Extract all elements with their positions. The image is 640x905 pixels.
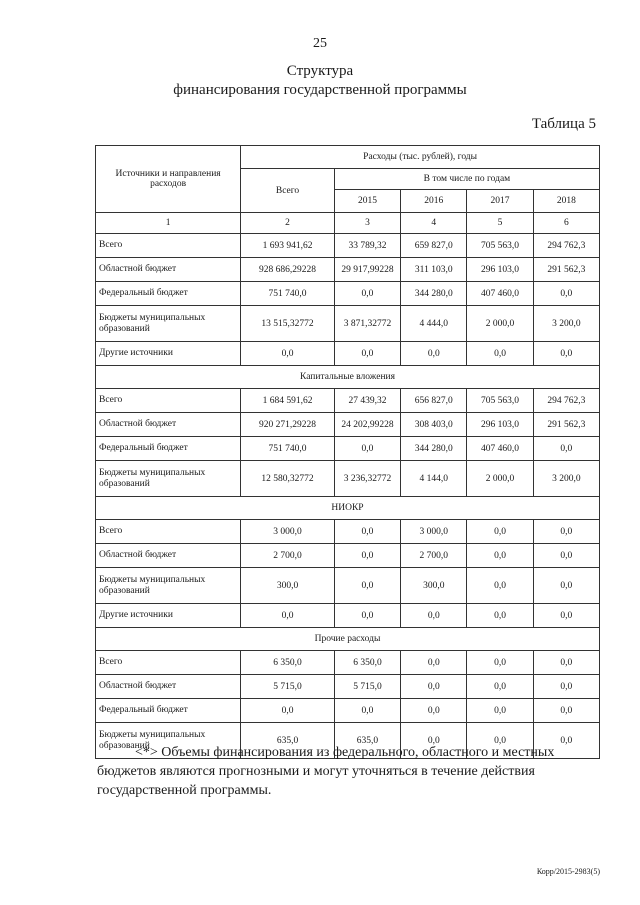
table-cell: 27 439,32	[334, 389, 400, 413]
table-cell: 0,0	[401, 723, 467, 759]
row-label: Другие источники	[96, 604, 241, 628]
section-header-row	[96, 628, 600, 651]
table-cell: 6 350,0	[241, 651, 335, 675]
table-cell: 2 000,0	[467, 461, 533, 497]
title-line-1: Структура	[286, 63, 354, 79]
table-cell: 0,0	[533, 675, 599, 699]
table-cell: 291 562,3	[533, 258, 599, 282]
page-number: 25	[313, 36, 327, 51]
table-cell: 308 403,0	[401, 413, 467, 437]
table-cell: 0,0	[533, 520, 599, 544]
table-cell: 3 000,0	[401, 520, 467, 544]
table-cell: 0,0	[533, 699, 599, 723]
table-cell: 0,0	[401, 699, 467, 723]
table-cell: 296 103,0	[467, 258, 533, 282]
table-row	[96, 461, 600, 497]
table-cell: 0,0	[533, 282, 599, 306]
footnote-line: бюджетов являются прогнозными и могут уточняться в течение действия	[97, 764, 535, 779]
table-cell: 0,0	[533, 723, 599, 759]
table-cell: 344 280,0	[401, 437, 467, 461]
document-title	[0, 62, 640, 100]
row-label: Областной бюджет	[96, 258, 241, 282]
table-cell: 0,0	[533, 544, 599, 568]
table-cell: 635,0	[334, 723, 400, 759]
table-cell: 0,0	[467, 604, 533, 628]
table-row	[96, 234, 600, 258]
table-cell: 291 562,3	[533, 413, 599, 437]
row-label: Бюджеты муниципальных образований	[96, 306, 241, 342]
table-cell: 0,0	[334, 437, 400, 461]
row-label: Всего	[96, 389, 241, 413]
table-row	[96, 568, 600, 604]
row-label: Федеральный бюджет	[96, 437, 241, 461]
table-row	[96, 413, 600, 437]
row-label: Федеральный бюджет	[96, 282, 241, 306]
table-cell: 0,0	[401, 675, 467, 699]
table-cell: 705 563,0	[467, 389, 533, 413]
table-cell: 0,0	[334, 342, 400, 366]
table-cell: 3 236,32772	[334, 461, 400, 497]
table-cell: 0,0	[241, 342, 335, 366]
row-label: Федеральный бюджет	[96, 699, 241, 723]
table-cell: 6 350,0	[334, 651, 400, 675]
table-cell: 5 715,0	[241, 675, 335, 699]
table-cell: 2 700,0	[401, 544, 467, 568]
table-row	[96, 282, 600, 306]
table-cell: 407 460,0	[467, 437, 533, 461]
row-label: Всего	[96, 651, 241, 675]
table-cell: 0,0	[401, 604, 467, 628]
column-number: 1	[96, 213, 241, 234]
table-cell: 296 103,0	[467, 413, 533, 437]
table-row	[96, 306, 600, 342]
table-body	[96, 213, 600, 759]
table-cell: 928 686,29228	[241, 258, 335, 282]
table-cell: 407 460,0	[467, 282, 533, 306]
table-cell: 3 200,0	[533, 306, 599, 342]
table-cell: 0,0	[533, 342, 599, 366]
table-cell: 751 740,0	[241, 437, 335, 461]
column-number: 5	[467, 213, 533, 234]
table-cell: 300,0	[401, 568, 467, 604]
header-year: 2017	[467, 190, 533, 213]
row-label: Областной бюджет	[96, 675, 241, 699]
table-cell: 705 563,0	[467, 234, 533, 258]
table-cell: 0,0	[401, 342, 467, 366]
table-cell: 3 000,0	[241, 520, 335, 544]
row-label: Бюджеты муниципальных образований	[96, 461, 241, 497]
table-row	[96, 604, 600, 628]
table-cell: 0,0	[334, 604, 400, 628]
table-cell: 0,0	[467, 544, 533, 568]
document-code: Корр/2015-2983(5)	[536, 867, 600, 876]
footnote	[97, 743, 602, 800]
table-cell: 294 762,3	[533, 389, 599, 413]
table-cell: 294 762,3	[533, 234, 599, 258]
table-cell: 4 444,0	[401, 306, 467, 342]
title-line-2: финансирования государственной программы	[173, 82, 467, 98]
table-cell: 0,0	[241, 604, 335, 628]
table-cell: 0,0	[241, 699, 335, 723]
row-label: Всего	[96, 234, 241, 258]
table-cell: 29 917,99228	[334, 258, 400, 282]
table-cell: 0,0	[467, 699, 533, 723]
header-including-by-years: В том числе по годам	[334, 169, 599, 190]
table-cell: 0,0	[401, 651, 467, 675]
table-cell: 5 715,0	[334, 675, 400, 699]
table-cell: 0,0	[467, 675, 533, 699]
table-cell: 0,0	[334, 699, 400, 723]
row-label: Всего	[96, 520, 241, 544]
row-label: Областной бюджет	[96, 413, 241, 437]
table-cell: 0,0	[467, 651, 533, 675]
table-cell: 0,0	[467, 520, 533, 544]
table-cell: 0,0	[533, 651, 599, 675]
section-header-row	[96, 366, 600, 389]
section-header-row	[96, 497, 600, 520]
column-number: 3	[334, 213, 400, 234]
table-row	[96, 699, 600, 723]
header-year: 2016	[401, 190, 467, 213]
table-cell: 311 103,0	[401, 258, 467, 282]
section-title: Капитальные вложения	[96, 366, 600, 389]
table-cell: 0,0	[533, 568, 599, 604]
table-cell: 24 202,99228	[334, 413, 400, 437]
table-cell: 33 789,32	[334, 234, 400, 258]
table-cell: 0,0	[334, 544, 400, 568]
table-cell: 0,0	[334, 282, 400, 306]
header-total: Всего	[241, 169, 335, 213]
table-cell: 0,0	[334, 568, 400, 604]
section-title: Прочие расходы	[96, 628, 600, 651]
table-cell: 0,0	[533, 437, 599, 461]
table-row	[96, 437, 600, 461]
financing-table	[95, 145, 600, 759]
column-numbers-row	[96, 213, 600, 234]
header-year: 2018	[533, 190, 599, 213]
row-label: Другие источники	[96, 342, 241, 366]
table-cell: 920 271,29228	[241, 413, 335, 437]
table-cell: 635,0	[241, 723, 335, 759]
table-cell: 659 827,0	[401, 234, 467, 258]
footnote-line: <*> Объемы финансирования из федерального, областного и местных	[135, 745, 555, 760]
table-cell: 12 580,32772	[241, 461, 335, 497]
row-label: Областной бюджет	[96, 544, 241, 568]
section-title: НИОКР	[96, 497, 600, 520]
table-cell: 0,0	[467, 568, 533, 604]
table-row	[96, 651, 600, 675]
table-cell: 300,0	[241, 568, 335, 604]
table-row	[96, 520, 600, 544]
table-cell: 344 280,0	[401, 282, 467, 306]
header-expenses: Расходы (тыс. рублей), годы	[241, 146, 600, 169]
table-cell: 3 871,32772	[334, 306, 400, 342]
table-cell: 3 200,0	[533, 461, 599, 497]
table-cell: 0,0	[467, 342, 533, 366]
column-number: 6	[533, 213, 599, 234]
table-cell: 1 684 591,62	[241, 389, 335, 413]
table-cell: 0,0	[533, 604, 599, 628]
table-cell: 13 515,32772	[241, 306, 335, 342]
table-row	[96, 544, 600, 568]
table-cell: 1 693 941,62	[241, 234, 335, 258]
table-cell: 2 000,0	[467, 306, 533, 342]
table-cell: 656 827,0	[401, 389, 467, 413]
table-cell: 2 700,0	[241, 544, 335, 568]
table-row	[96, 675, 600, 699]
header-source: Источники и направления расходов	[96, 146, 241, 213]
table-row	[96, 258, 600, 282]
row-label: Бюджеты муниципальных образований	[96, 723, 241, 759]
table-label: Таблица 5	[531, 116, 596, 132]
table-cell: 4 144,0	[401, 461, 467, 497]
row-label: Бюджеты муниципальных образований	[96, 568, 241, 604]
header-year: 2015	[334, 190, 400, 213]
column-number: 4	[401, 213, 467, 234]
footnote-line: государственной программы.	[97, 783, 272, 798]
table-cell: 751 740,0	[241, 282, 335, 306]
table-row	[96, 342, 600, 366]
table-cell: 0,0	[334, 520, 400, 544]
column-number: 2	[241, 213, 335, 234]
table-row	[96, 389, 600, 413]
table-cell: 0,0	[467, 723, 533, 759]
